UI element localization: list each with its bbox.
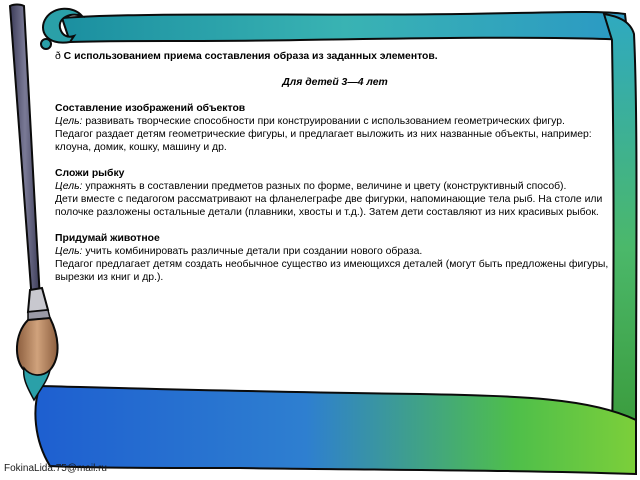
- goal-label: Цель:: [55, 246, 83, 257]
- section-title: Сложи рыбку: [55, 168, 125, 179]
- section-body: Педагог раздает детям геометрические фигуры, и предлагает выложить из них названные объекты, например: клоуна, домик, кошку, машину и др.: [55, 129, 592, 153]
- goal-text: развивать творческие способности при конструировании с использованием геометрических фигур.: [82, 116, 565, 127]
- section-3: [55, 232, 615, 284]
- paint-brush-icon: [10, 5, 58, 401]
- section-goal: [55, 115, 615, 128]
- age-subheading: Для детей 3—4 лет: [282, 77, 388, 88]
- section-title: Придумай животное: [55, 233, 160, 244]
- goal-text: учить комбинировать различные детали при создании нового образа.: [82, 246, 423, 257]
- document-body: [55, 50, 615, 284]
- paint-drop: [41, 39, 51, 49]
- section-goal: [55, 245, 615, 258]
- section-1: [55, 102, 615, 154]
- section-body: Дети вместе с педагогом рассматривают на фланелеграфе две фигурки, напоминающие тела рыб. На столе или полочке разложены остальные детали (плавники, хвосты и т.д.). Затем дети составляют из них красивых рыбок.: [55, 194, 603, 218]
- top-paint-stroke: [62, 12, 628, 42]
- section-goal: [55, 180, 615, 193]
- section-title: Составление изображений объектов: [55, 103, 246, 114]
- goal-label: Цель:: [55, 116, 83, 127]
- heading-text: С использованием приема составления образа из заданных элементов.: [63, 51, 438, 62]
- author-email: FokinaLida.75@mail.ru: [4, 463, 107, 474]
- document-heading: [55, 50, 615, 63]
- section-2: [55, 167, 615, 219]
- goal-text: упражнять в составлении предметов разных по форме, величине и цвету (конструктивный способ).: [82, 181, 567, 192]
- bottom-paint-stroke: [35, 386, 636, 474]
- goal-label: Цель:: [55, 181, 83, 192]
- bullet-icon: ð: [55, 51, 61, 62]
- section-body: Педагог предлагает детям создать необычное существо из имеющихся деталей (могут быть предложены фигуры, вырезки из книг и др.).: [55, 259, 609, 283]
